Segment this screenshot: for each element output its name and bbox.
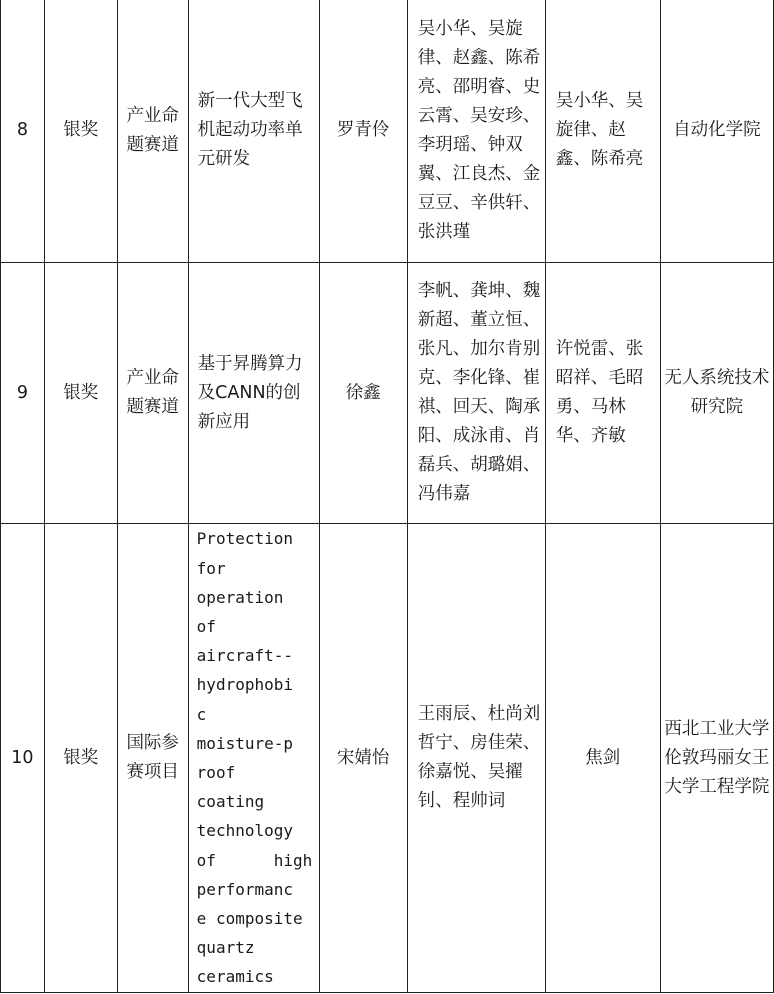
project-name-line: Protection [196,529,293,549]
project-leader: 宋婧怡 [319,524,407,993]
advisors: 焦剑 [545,524,660,993]
project-name-line: performanc [196,879,293,899]
project-leader: 罗青伶 [319,0,407,263]
project-name-line: quartz [196,938,255,958]
project-name-line: for [196,558,226,578]
competition-track: 产业命题赛道 [117,263,188,524]
school-unit: 无人系统技术研究院 [660,263,773,524]
award-level: 银奖 [44,0,117,263]
project-name-line: operation [196,587,284,607]
table-row [1,263,774,524]
project-name-line: ceramics [196,967,274,987]
project-name-line: of [196,616,216,636]
project-name-line: moisture-p [196,733,293,753]
team-members: 李帆、龚坤、魏新超、董立恒、张凡、加尔肯别克、李化锋、崔祺、回天、陶承阳、成泳甫、肖磊兵、胡璐娟、冯伟嘉 [407,263,545,524]
row-number: 10 [1,524,45,993]
row-number: 8 [1,0,45,263]
project-name: 新一代大型飞机起动功率单元研发 [188,0,319,263]
table-row [1,524,774,993]
advisors: 吴小华、吴旋律、赵鑫、陈希亮 [545,0,660,263]
table-row [1,0,774,263]
competition-track: 国际参赛项目 [117,524,188,993]
award-level: 银奖 [44,524,117,993]
project-name-line: hydrophobi [196,675,293,695]
project-leader: 徐鑫 [319,263,407,524]
school-unit: 西北工业大学伦敦玛丽女王大学工程学院 [660,524,773,993]
project-name: 基于昇腾算力及CANN的创新应用 [188,263,319,524]
project-name-line: roof [196,763,236,782]
project-name-line: coating [196,792,265,812]
team-members: 吴小华、吴旋律、赵鑫、陈希亮、邵明睿、史云霄、吴安珍、李玥瑶、钟双翼、江良杰、金豆豆、辛供轩、张洪瑾 [407,0,545,263]
project-name-line: aircraft-- [196,646,293,666]
team-members: 王雨辰、杜尚刘哲宁、房佳荣、徐嘉悦、吴擢钊、程帅词 [407,524,545,993]
project-name-line: technology [196,821,293,841]
project-name [188,524,319,993]
advisors: 许悦雷、张昭祥、毛昭勇、马林华、齐敏 [545,263,660,524]
school-unit: 自动化学院 [660,0,773,263]
competition-track: 产业命题赛道 [117,0,188,263]
project-name-line: of high [196,850,313,870]
project-name-line: c [196,704,207,724]
project-name-line: e composite [196,909,303,929]
row-number: 9 [1,263,45,524]
award-level: 银奖 [44,263,117,524]
